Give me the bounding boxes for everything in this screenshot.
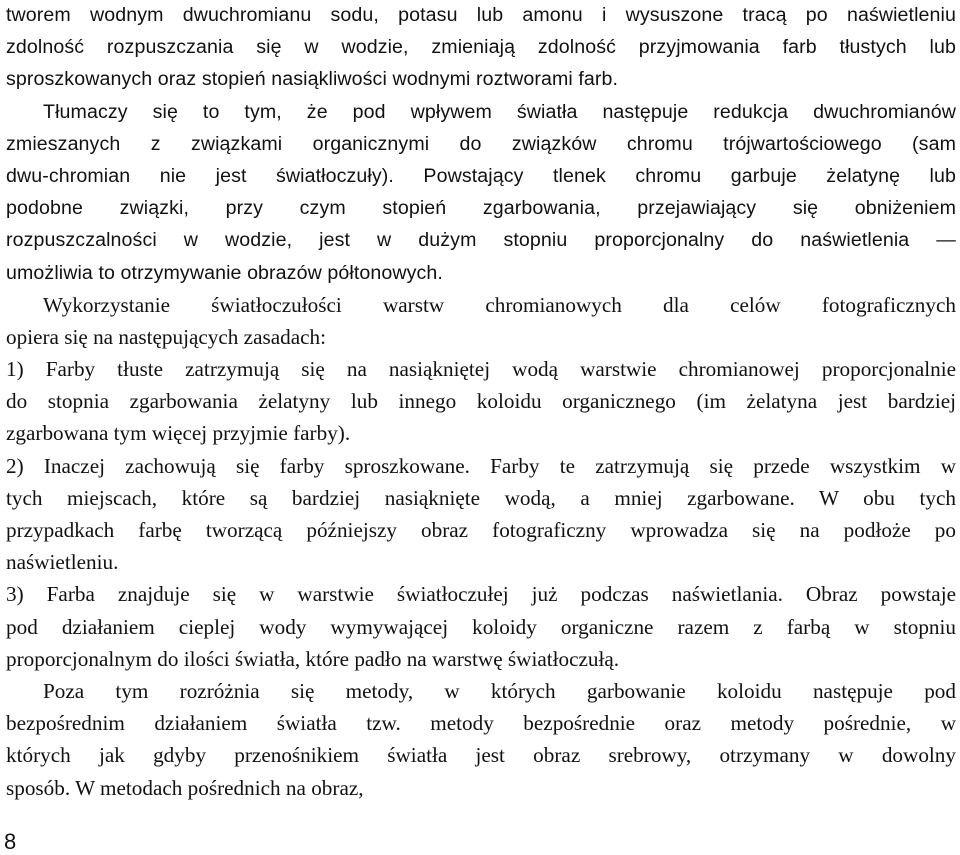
text-line: przypadkach farbę tworzącą późniejszy obraz fotograficzny wprowadza się na podłoże po [6, 518, 956, 542]
text-line: sposób. W metodach pośrednich na obraz, [6, 775, 364, 800]
text-line: 1) Farby tłuste zatrzymują się na nasiąkniętej wodą warstwie chromianowej proporcjonalnie [6, 357, 956, 382]
list-item [6, 578, 956, 675]
text-line: dwu-chromian nie jest światłoczuły). Powstający tlenek chromu garbuje żelatynę lub [6, 164, 956, 187]
list-item [6, 353, 956, 450]
text-line: Poza tym rozróżnia się metody, w których garbowanie koloidu następuje pod [43, 678, 956, 703]
text-line: sproszkowanych oraz stopień nasiąkliwości wodnymi roztworami farb. [6, 68, 619, 91]
text-line: których jak gdyby przenośnikiem światła jest obraz srebrowy, otrzymany w dowolny [6, 743, 956, 768]
paragraph-methods [6, 675, 956, 804]
paragraph-reduction [6, 96, 956, 289]
text-line: zmieszanych z związkami organicznymi do związków chromu trójwartościowego (sam [6, 132, 956, 155]
text-line: proporcjonalnym do ilości światła, które padło na warstwę światłoczułą. [6, 646, 620, 671]
text-line: Wykorzystanie światłoczułości warstw chromianowych dla celów fotograficznych [43, 292, 956, 317]
text-line: tworem wodnym dwuchromianu sodu, potasu lub amonu i wysuszone tracą po naświetleniu [6, 4, 956, 26]
text-line: do stopnia zgarbowania żelatyny lub innego koloidu organicznego (im żelatyna jest bardziej [6, 389, 956, 414]
paragraph-continuation [6, 0, 956, 96]
text-line: umożliwia to otrzymywanie obrazów półtonowych. [6, 261, 443, 284]
text-line: podobne związki, przy czym stopień zgarbowania, przejawiający się obniżeniem [6, 197, 956, 220]
text-line: opiera się na następujących zasadach: [6, 324, 327, 349]
page-number: 8 [4, 829, 17, 854]
paragraph-principles [6, 289, 956, 353]
document-page [6, 0, 956, 804]
text-line: bezpośrednim działaniem światła tzw. metody bezpośrednie oraz metody pośrednie, w [6, 711, 956, 736]
list-item [6, 450, 956, 579]
text-line: rozpuszczalności w wodzie, jest w dużym stopniu proporcjonalny do naświetlenia — [6, 229, 956, 252]
text-line: zdolność rozpuszczania się w wodzie, zmieniają zdolność przyjmowania farb tłustych lub [6, 36, 956, 59]
text-line: tych miejscach, które są bardziej nasiąknięte wodą, a mniej zgarbowane. W obu tych [6, 485, 956, 510]
text-line: 2) Inaczej zachowują się farby sproszkowane. Farby te zatrzymują się przede wszystkim w [6, 453, 956, 478]
text-line: pod działaniem cieplej wody wymywającej koloidy organiczne razem z farbą w stopniu [6, 614, 956, 639]
text-line: naświetleniu. [6, 550, 119, 575]
text-line: 3) Farba znajduje się w warstwie światłoczułej już podczas naświetlania. Obraz powstaje [6, 582, 956, 607]
text-line: Tłumaczy się to tym, że pod wpływem światła następuje redukcja dwuchromianów [43, 100, 956, 123]
text-line: zgarbowana tym więcej przyjmie farby). [6, 421, 351, 446]
